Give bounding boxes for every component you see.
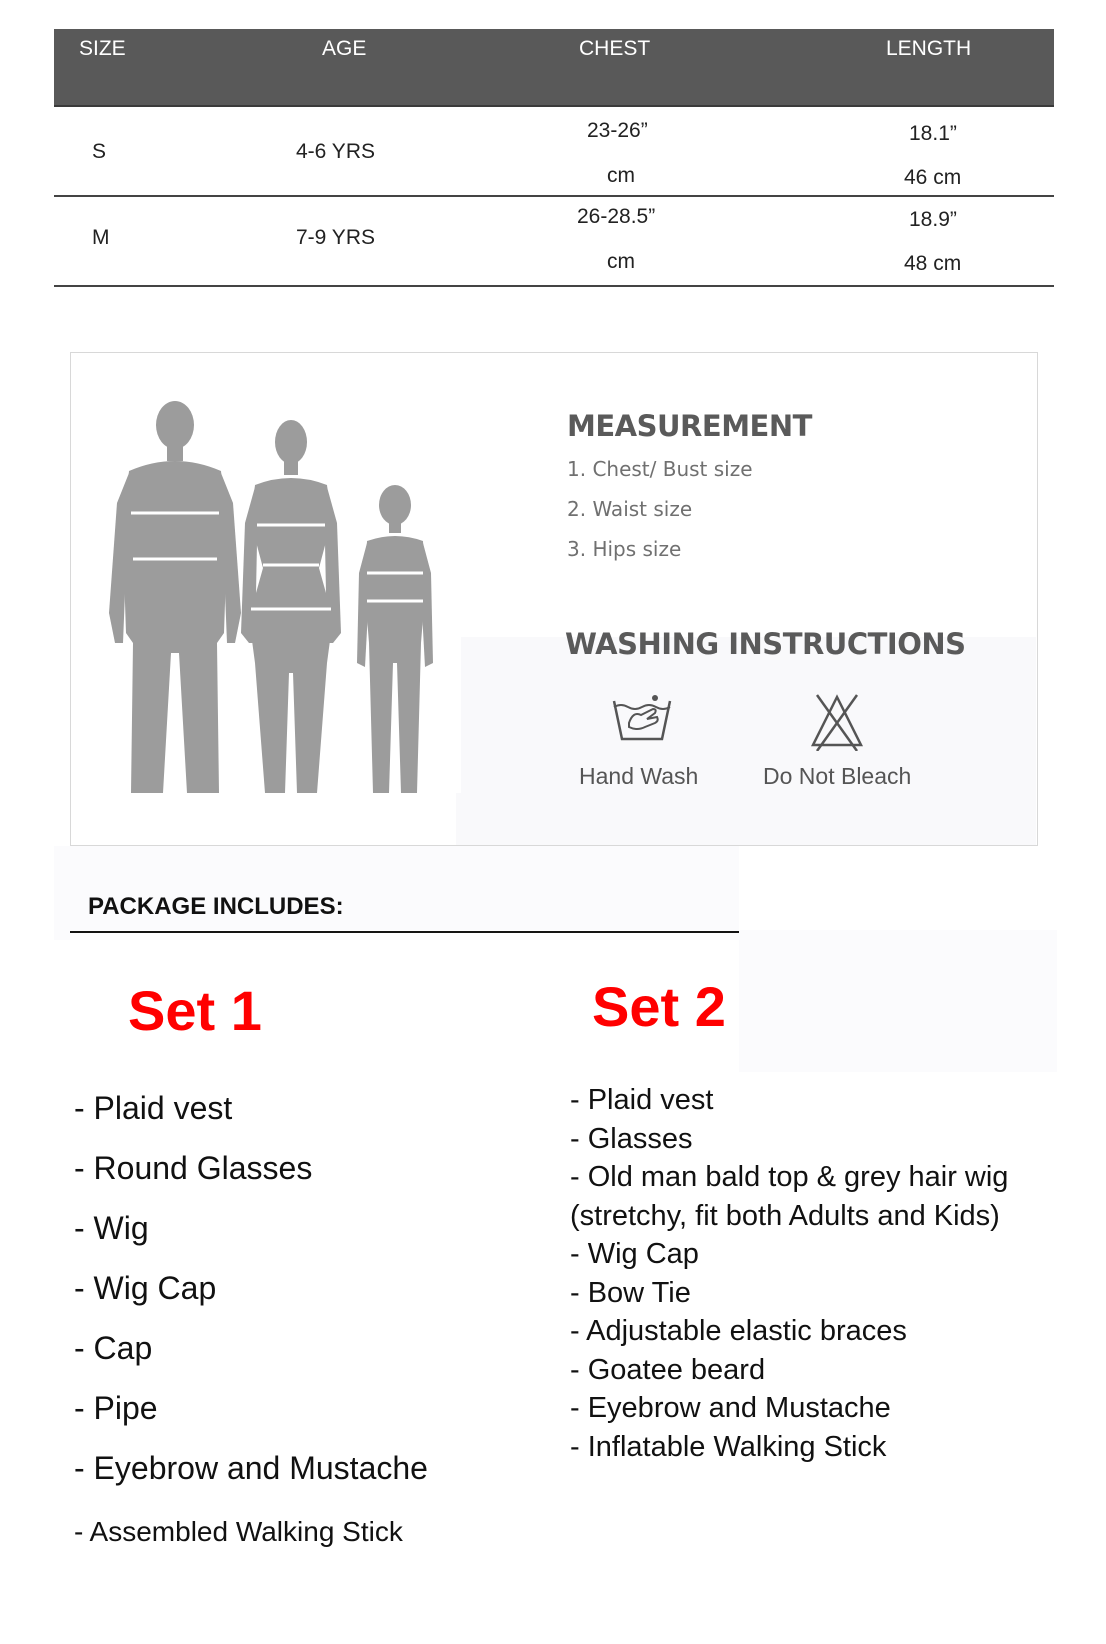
list-item: - Wig Cap — [74, 1270, 217, 1306]
measurement-panel — [70, 352, 1038, 846]
list-item: - Round Glasses — [74, 1150, 313, 1186]
package-includes-title: PACKAGE INCLUDES: — [88, 893, 344, 920]
chest-cm-cell: cm — [607, 164, 635, 187]
header-size: SIZE — [79, 37, 126, 60]
size-chart-header — [54, 29, 1054, 107]
set2-shade — [739, 930, 1057, 1072]
list-item: - Pipe — [74, 1390, 158, 1426]
list-item: - Glasses — [570, 1122, 693, 1155]
length-inch-cell: 18.1” — [909, 122, 957, 145]
header-length: LENGTH — [886, 37, 972, 60]
panel-shade — [456, 637, 1036, 845]
washing-title: WASHING INSTRUCTIONS — [565, 627, 966, 661]
list-item: - Goatee beard — [570, 1353, 766, 1386]
chest-inch-cell: 26-28.5” — [577, 205, 656, 228]
package-divider — [70, 931, 740, 933]
hand-wash-label: Hand Wash — [579, 763, 699, 789]
measurement-item: 3. Hips size — [567, 537, 682, 561]
size-cell: M — [92, 226, 110, 249]
list-item: - Wig Cap — [570, 1238, 699, 1270]
body-figures-illustration — [89, 393, 461, 793]
list-item: - Cap — [74, 1330, 153, 1366]
do-not-bleach-label: Do Not Bleach — [763, 763, 912, 789]
table-row — [54, 197, 1054, 287]
set1-label: Set 1 — [128, 979, 262, 1042]
measurement-title: MEASUREMENT — [567, 409, 812, 443]
do-not-bleach-icon — [809, 693, 865, 751]
list-item: - Plaid vest — [570, 1084, 714, 1116]
size-chart-table — [54, 29, 1054, 287]
age-cell: 7-9 YRS — [296, 226, 375, 249]
age-cell: 4-6 YRS — [296, 140, 375, 163]
header-chest: CHEST — [579, 37, 651, 60]
list-item: - Assembled Walking Stick — [74, 1516, 403, 1547]
list-item: - Eyebrow and Mustache — [570, 1392, 891, 1424]
length-cm-cell: 46 cm — [904, 166, 962, 189]
list-item: - Wig — [74, 1210, 149, 1246]
table-row — [54, 107, 1054, 197]
list-item: - Plaid vest — [74, 1090, 233, 1126]
chest-cm-cell: cm — [607, 250, 635, 273]
list-item: - Inflatable Walking Stick — [570, 1430, 887, 1463]
length-inch-cell: 18.9” — [909, 208, 957, 231]
list-item: - Bow Tie — [570, 1276, 691, 1309]
measurement-item: 2. Waist size — [567, 497, 693, 521]
set2-label: Set 2 — [592, 975, 726, 1038]
measurement-item: 1. Chest/ Bust size — [567, 457, 753, 481]
size-cell: S — [92, 140, 107, 163]
length-cm-cell: 48 cm — [904, 252, 962, 275]
list-item: - Eyebrow and Mustache — [74, 1450, 428, 1486]
list-item: (stretchy, fit both Adults and Kids) — [570, 1199, 1000, 1232]
list-item: - Adjustable elastic braces — [570, 1315, 907, 1347]
list-item: - Old man bald top & grey hair wig — [570, 1161, 1009, 1193]
hand-wash-icon — [611, 693, 673, 745]
header-age: AGE — [322, 37, 367, 60]
chest-inch-cell: 23-26” — [587, 119, 648, 142]
